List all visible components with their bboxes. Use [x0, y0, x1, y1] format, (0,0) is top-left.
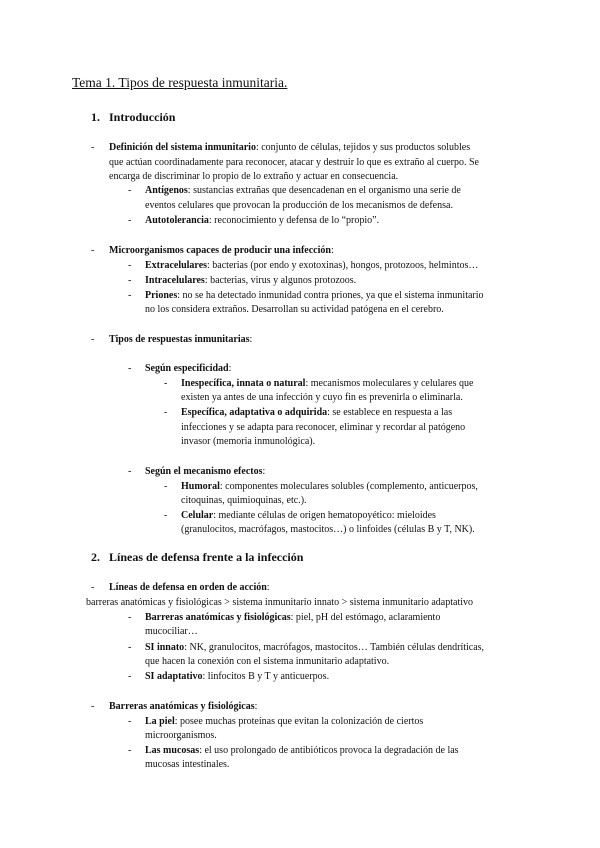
- term-text: : reconocimiento y defensa de lo “propio”.: [208, 215, 380, 226]
- paragraph-line: microorganismos.: [145, 730, 217, 741]
- paragraph-line: [145, 670, 329, 683]
- section-number: 2.: [91, 550, 100, 564]
- paragraph-line: [145, 611, 440, 624]
- term-text: : linfocitos B y T y anticuerpos.: [202, 671, 330, 682]
- paragraph-line: [145, 465, 265, 478]
- term-label: Específica, adaptativa o adquirida: [181, 407, 328, 418]
- bullet-dash: -: [91, 582, 95, 593]
- bullet-dash: -: [91, 334, 95, 345]
- term-text: :: [249, 334, 253, 345]
- term-text: : bacterias, virus y algunos protozoos.: [204, 275, 357, 286]
- paragraph-line: [109, 141, 470, 154]
- paragraph-line: [109, 244, 334, 257]
- term-text: :: [228, 363, 232, 374]
- paragraph-line: [145, 744, 459, 757]
- bullet-dash: -: [164, 481, 168, 492]
- section-heading: Líneas de defensa frente a la infección: [109, 550, 304, 564]
- term-text: : componentes moleculares solubles (complemento, anticuerpos,: [219, 481, 478, 492]
- paragraph-line: [145, 715, 423, 728]
- bullet-dash: -: [128, 671, 132, 682]
- term-label: Autotolerancia: [145, 215, 209, 226]
- term-label: Extracelulares: [145, 260, 208, 271]
- bullet-dash: -: [91, 142, 95, 153]
- paragraph-line: que hacen la conexión con el sistema inmunitario adaptativo.: [145, 656, 390, 667]
- bullet-dash: -: [128, 466, 132, 477]
- term-text: : NK, granulocitos, macrófagos, mastocitos… También células dendríticas,: [184, 642, 485, 653]
- term-text: :: [254, 701, 258, 712]
- bullet-dash: -: [91, 245, 95, 256]
- term-label: La piel: [145, 716, 175, 727]
- paragraph-line: [145, 362, 231, 375]
- paragraph-line: [145, 259, 478, 272]
- bullet-dash: -: [128, 185, 132, 196]
- term-text: : posee muchas proteínas que evitan la colonización de ciertos: [174, 716, 424, 727]
- bullet-dash: -: [128, 716, 132, 727]
- term-text: : se establece en respuesta a las: [327, 407, 453, 418]
- paragraph-line: [145, 274, 356, 287]
- bullet-dash: -: [128, 290, 132, 301]
- paragraph-line: [109, 333, 252, 346]
- paragraph-line: [145, 641, 484, 654]
- term-label: Microorganismos capaces de producir una infección: [109, 245, 331, 256]
- paragraph-line: no los considera extraños. Desarrollan su actividad patógena en el cerebro.: [145, 304, 444, 315]
- paragraph-line: infecciones y se adapta para reconocer, eliminar y recordar al patógeno: [181, 422, 466, 433]
- bullet-dash: -: [128, 642, 132, 653]
- bullet-dash: -: [91, 701, 95, 712]
- term-label: SI innato: [145, 642, 185, 653]
- paragraph-line: [181, 480, 478, 493]
- term-label: Celular: [181, 510, 214, 521]
- paragraph-line: mucociliar…: [145, 626, 198, 637]
- paragraph-line: (granulocitos, macrófagos, mastocitos…) o linfoides (células B y T, NK).: [181, 524, 475, 535]
- paragraph-line: [181, 377, 473, 390]
- term-text: : no se ha detectado inmunidad contra priones, ya que el sistema inmunitario: [177, 290, 484, 301]
- term-text: :: [262, 466, 266, 477]
- paragraph-line: [109, 700, 257, 713]
- term-text: : el uso prolongado de antibióticos provoca la degradación de las: [199, 745, 459, 756]
- section-heading: Introducción: [109, 110, 176, 124]
- paragraph-line: [181, 509, 436, 522]
- term-text: : bacterias (por endo y exotoxinas), hongos, protozoos, helmintos…: [207, 260, 479, 271]
- term-text: : sustancias extrañas que desencadenan en el organismo una serie de: [187, 185, 461, 196]
- page-title: Tema 1. Tipos de respuesta inmunitaria.: [72, 75, 288, 90]
- paragraph-line: [145, 289, 484, 302]
- paragraph-line: que actúan coordinadamente para reconocer, atacar y destruir lo que es extraño al cuerpo. Se: [109, 157, 479, 168]
- term-label: Las mucosas: [145, 745, 200, 756]
- term-text: : mecanismos moleculares y celulares que: [305, 378, 474, 389]
- bullet-dash: -: [128, 215, 132, 226]
- term-text: :: [330, 245, 334, 256]
- term-label: Barreras anatómicas y fisiológicas: [109, 701, 255, 712]
- term-label: Según especificidad: [145, 363, 229, 374]
- paragraph-line: mucosas intestinales.: [145, 759, 230, 770]
- paragraph-line: [145, 214, 379, 227]
- paragraph-line: invasor (memoria inmunológica).: [181, 436, 316, 447]
- bullet-dash: -: [164, 378, 168, 389]
- bullet-dash: -: [128, 275, 132, 286]
- term-label: Líneas de defensa en orden de acción: [109, 582, 267, 593]
- term-label: Humoral: [181, 481, 220, 492]
- term-text: :: [266, 582, 270, 593]
- paragraph-line: citoquinas, quimioquinas, etc.).: [181, 495, 307, 506]
- bullet-dash: -: [128, 260, 132, 271]
- paragraph-line: eventos celulares que provocan la producción de los mecanismos de defensa.: [145, 200, 453, 211]
- bullet-dash: -: [128, 363, 132, 374]
- bullet-dash: -: [128, 612, 132, 623]
- term-text: : mediante células de origen hematopoyético: mieloides: [213, 510, 436, 521]
- term-label: Antígenos: [145, 185, 188, 196]
- term-label: Tipos de respuestas inmunitarias: [109, 334, 250, 345]
- section-number: 1.: [91, 110, 100, 124]
- bullet-dash: -: [164, 407, 168, 418]
- term-text: : conjunto de células, tejidos y sus productos solubles: [255, 142, 471, 153]
- paragraph-line: [145, 184, 461, 197]
- term-label: Según el mecanismo efectos: [145, 466, 263, 477]
- term-text: : piel, pH del estómago, aclaramiento: [290, 612, 441, 623]
- term-label: Barreras anatómicas y fisiológicas: [145, 612, 291, 623]
- term-label: Inespecífica, innata o natural: [181, 378, 306, 389]
- paragraph-line: barreras anatómicas y fisiológicas > sistema inmunitario innato > sistema inmunitario adaptativo: [86, 597, 474, 608]
- paragraph-line: [109, 581, 270, 594]
- term-label: SI adaptativo: [145, 671, 203, 682]
- paragraph-line: existen ya antes de una infección y cuyo fin es prevenirla o eliminarla.: [181, 392, 463, 403]
- term-label: Intracelulares: [145, 275, 205, 286]
- paragraph-line: encarga de discriminar lo propio de lo extraño y actuar en consecuencia.: [109, 171, 399, 182]
- bullet-dash: -: [164, 510, 168, 521]
- term-label: Definición del sistema inmunitario: [109, 142, 256, 153]
- term-label: Priones: [145, 290, 178, 301]
- bullet-dash: -: [128, 745, 132, 756]
- paragraph-line: [181, 406, 452, 419]
